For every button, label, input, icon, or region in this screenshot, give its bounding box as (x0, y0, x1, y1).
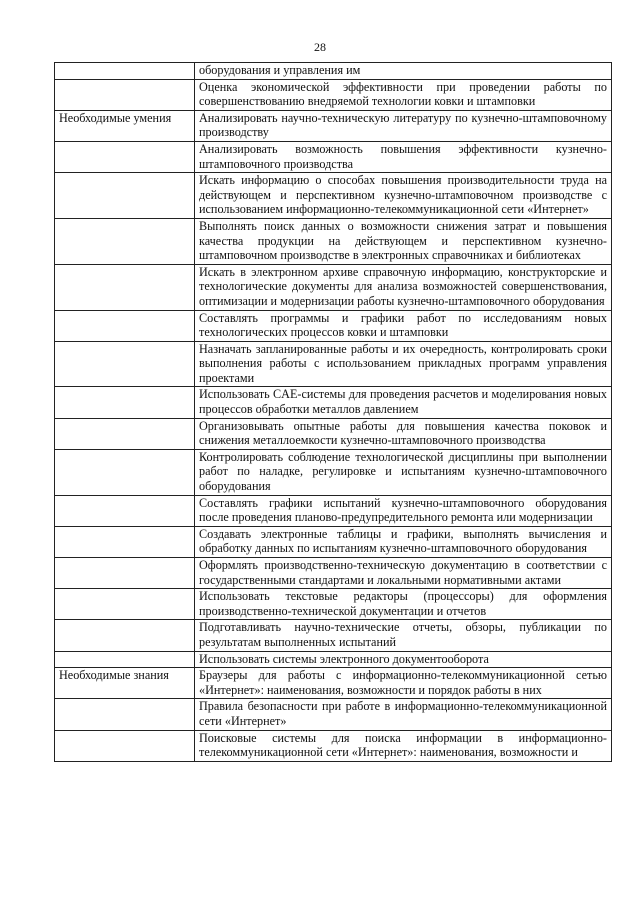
category-cell (55, 341, 195, 387)
table-row (55, 651, 612, 668)
category-cell: Необходимые знания (55, 668, 195, 699)
category-cell (55, 449, 195, 495)
category-cell (55, 620, 195, 651)
category-cell (55, 79, 195, 110)
table-row (55, 63, 612, 80)
requirement-cell: Использовать CAE-системы для проведения расчетов и моделирования новых процессов обработки металлов давлением (195, 387, 612, 418)
category-cell (55, 173, 195, 219)
requirement-cell: Оценка экономической эффективности при проведении работы по совершенствованию внедряемой технологии ковки и штамповки (195, 79, 612, 110)
table-row (55, 141, 612, 172)
category-cell (55, 526, 195, 557)
table-row (55, 341, 612, 387)
category-cell (55, 264, 195, 310)
table-row (55, 620, 612, 651)
table-row (55, 387, 612, 418)
category-cell (55, 730, 195, 761)
category-cell: Необходимые умения (55, 110, 195, 141)
requirement-cell: Выполнять поиск данных о возможности снижения затрат и повышения качества продукции на действующем и перспективном кузнечно-штамповочном производстве в электронных справочниках и библиотеках (195, 218, 612, 264)
requirement-cell: Браузеры для работы с информационно-телекоммуникационной сетью «Интернет»: наименования, возможности и порядок работы в них (195, 668, 612, 699)
table-row (55, 110, 612, 141)
requirement-cell: Оформлять производственно-техническую документацию в соответствии с государственными стандартами и локальными нормативными актами (195, 558, 612, 589)
requirement-cell: Составлять программы и графики работ по исследованиям новых технологических процессов ковки и штамповки (195, 310, 612, 341)
table-row (55, 218, 612, 264)
category-cell (55, 141, 195, 172)
category-cell (55, 699, 195, 730)
table-row (55, 526, 612, 557)
requirement-cell: Составлять графики испытаний кузнечно-штамповочного оборудования после проведения планово-предупредительного ремонта или модернизации (195, 495, 612, 526)
category-cell (55, 495, 195, 526)
requirement-cell: оборудования и управления им (195, 63, 612, 80)
requirement-cell: Подготавливать научно-технические отчеты, обзоры, публикации по результатам выполненных испытаний (195, 620, 612, 651)
table-row (55, 589, 612, 620)
category-cell (55, 651, 195, 668)
competency-table (54, 62, 612, 762)
table-row (55, 495, 612, 526)
table-row (55, 310, 612, 341)
requirement-cell: Создавать электронные таблицы и графики, выполнять вычисления и обработку данных по испытаниям кузнечно-штамповочного оборудования (195, 526, 612, 557)
category-cell (55, 558, 195, 589)
category-cell (55, 387, 195, 418)
category-cell (55, 418, 195, 449)
category-cell (55, 218, 195, 264)
requirement-cell: Контролировать соблюдение технологической дисциплины при выполнении работ по наладке, регулировке и испытаниям кузнечно-штамповочного оборудования (195, 449, 612, 495)
table-row (55, 264, 612, 310)
requirement-cell: Использовать текстовые редакторы (процессоры) для оформления производственно-технической документации и отчетов (195, 589, 612, 620)
table-row (55, 79, 612, 110)
requirement-cell: Анализировать научно-техническую литературу по кузнечно-штамповочному производству (195, 110, 612, 141)
table-row (55, 668, 612, 699)
requirement-cell: Поисковые системы для поиска информации в информационно-телекоммуникационной сети «Интернет»: наименования, возможности и (195, 730, 612, 761)
category-cell (55, 63, 195, 80)
table-row (55, 558, 612, 589)
requirement-cell: Искать информацию о способах повышения производительности труда на действующем и перспективном кузнечно-штамповочном производстве с использованием информационно-телекоммуникационной сети «Интернет» (195, 173, 612, 219)
category-cell (55, 589, 195, 620)
requirement-cell: Правила безопасности при работе в информационно-телекоммуникационной сети «Интернет» (195, 699, 612, 730)
table-row (55, 699, 612, 730)
table-row (55, 173, 612, 219)
page-number: 28 (314, 40, 326, 54)
requirement-cell: Искать в электронном архиве справочную информацию, конструкторские и технологические документы для анализа возможностей совершенствования, оптимизации и модернизации работы кузнечно-штамповочного оборудования (195, 264, 612, 310)
requirement-cell: Организовывать опытные работы для повышения качества поковок и снижения металлоемкости кузнечно-штамповочного производства (195, 418, 612, 449)
requirement-cell: Анализировать возможность повышения эффективности кузнечно-штамповочного производства (195, 141, 612, 172)
table-row (55, 730, 612, 761)
requirement-cell: Использовать системы электронного документооборота (195, 651, 612, 668)
requirement-cell: Назначать запланированные работы и их очередность, контролировать сроки выполнения работы с использованием прикладных программ управления проектами (195, 341, 612, 387)
category-cell (55, 310, 195, 341)
table-row (55, 449, 612, 495)
table-row (55, 418, 612, 449)
